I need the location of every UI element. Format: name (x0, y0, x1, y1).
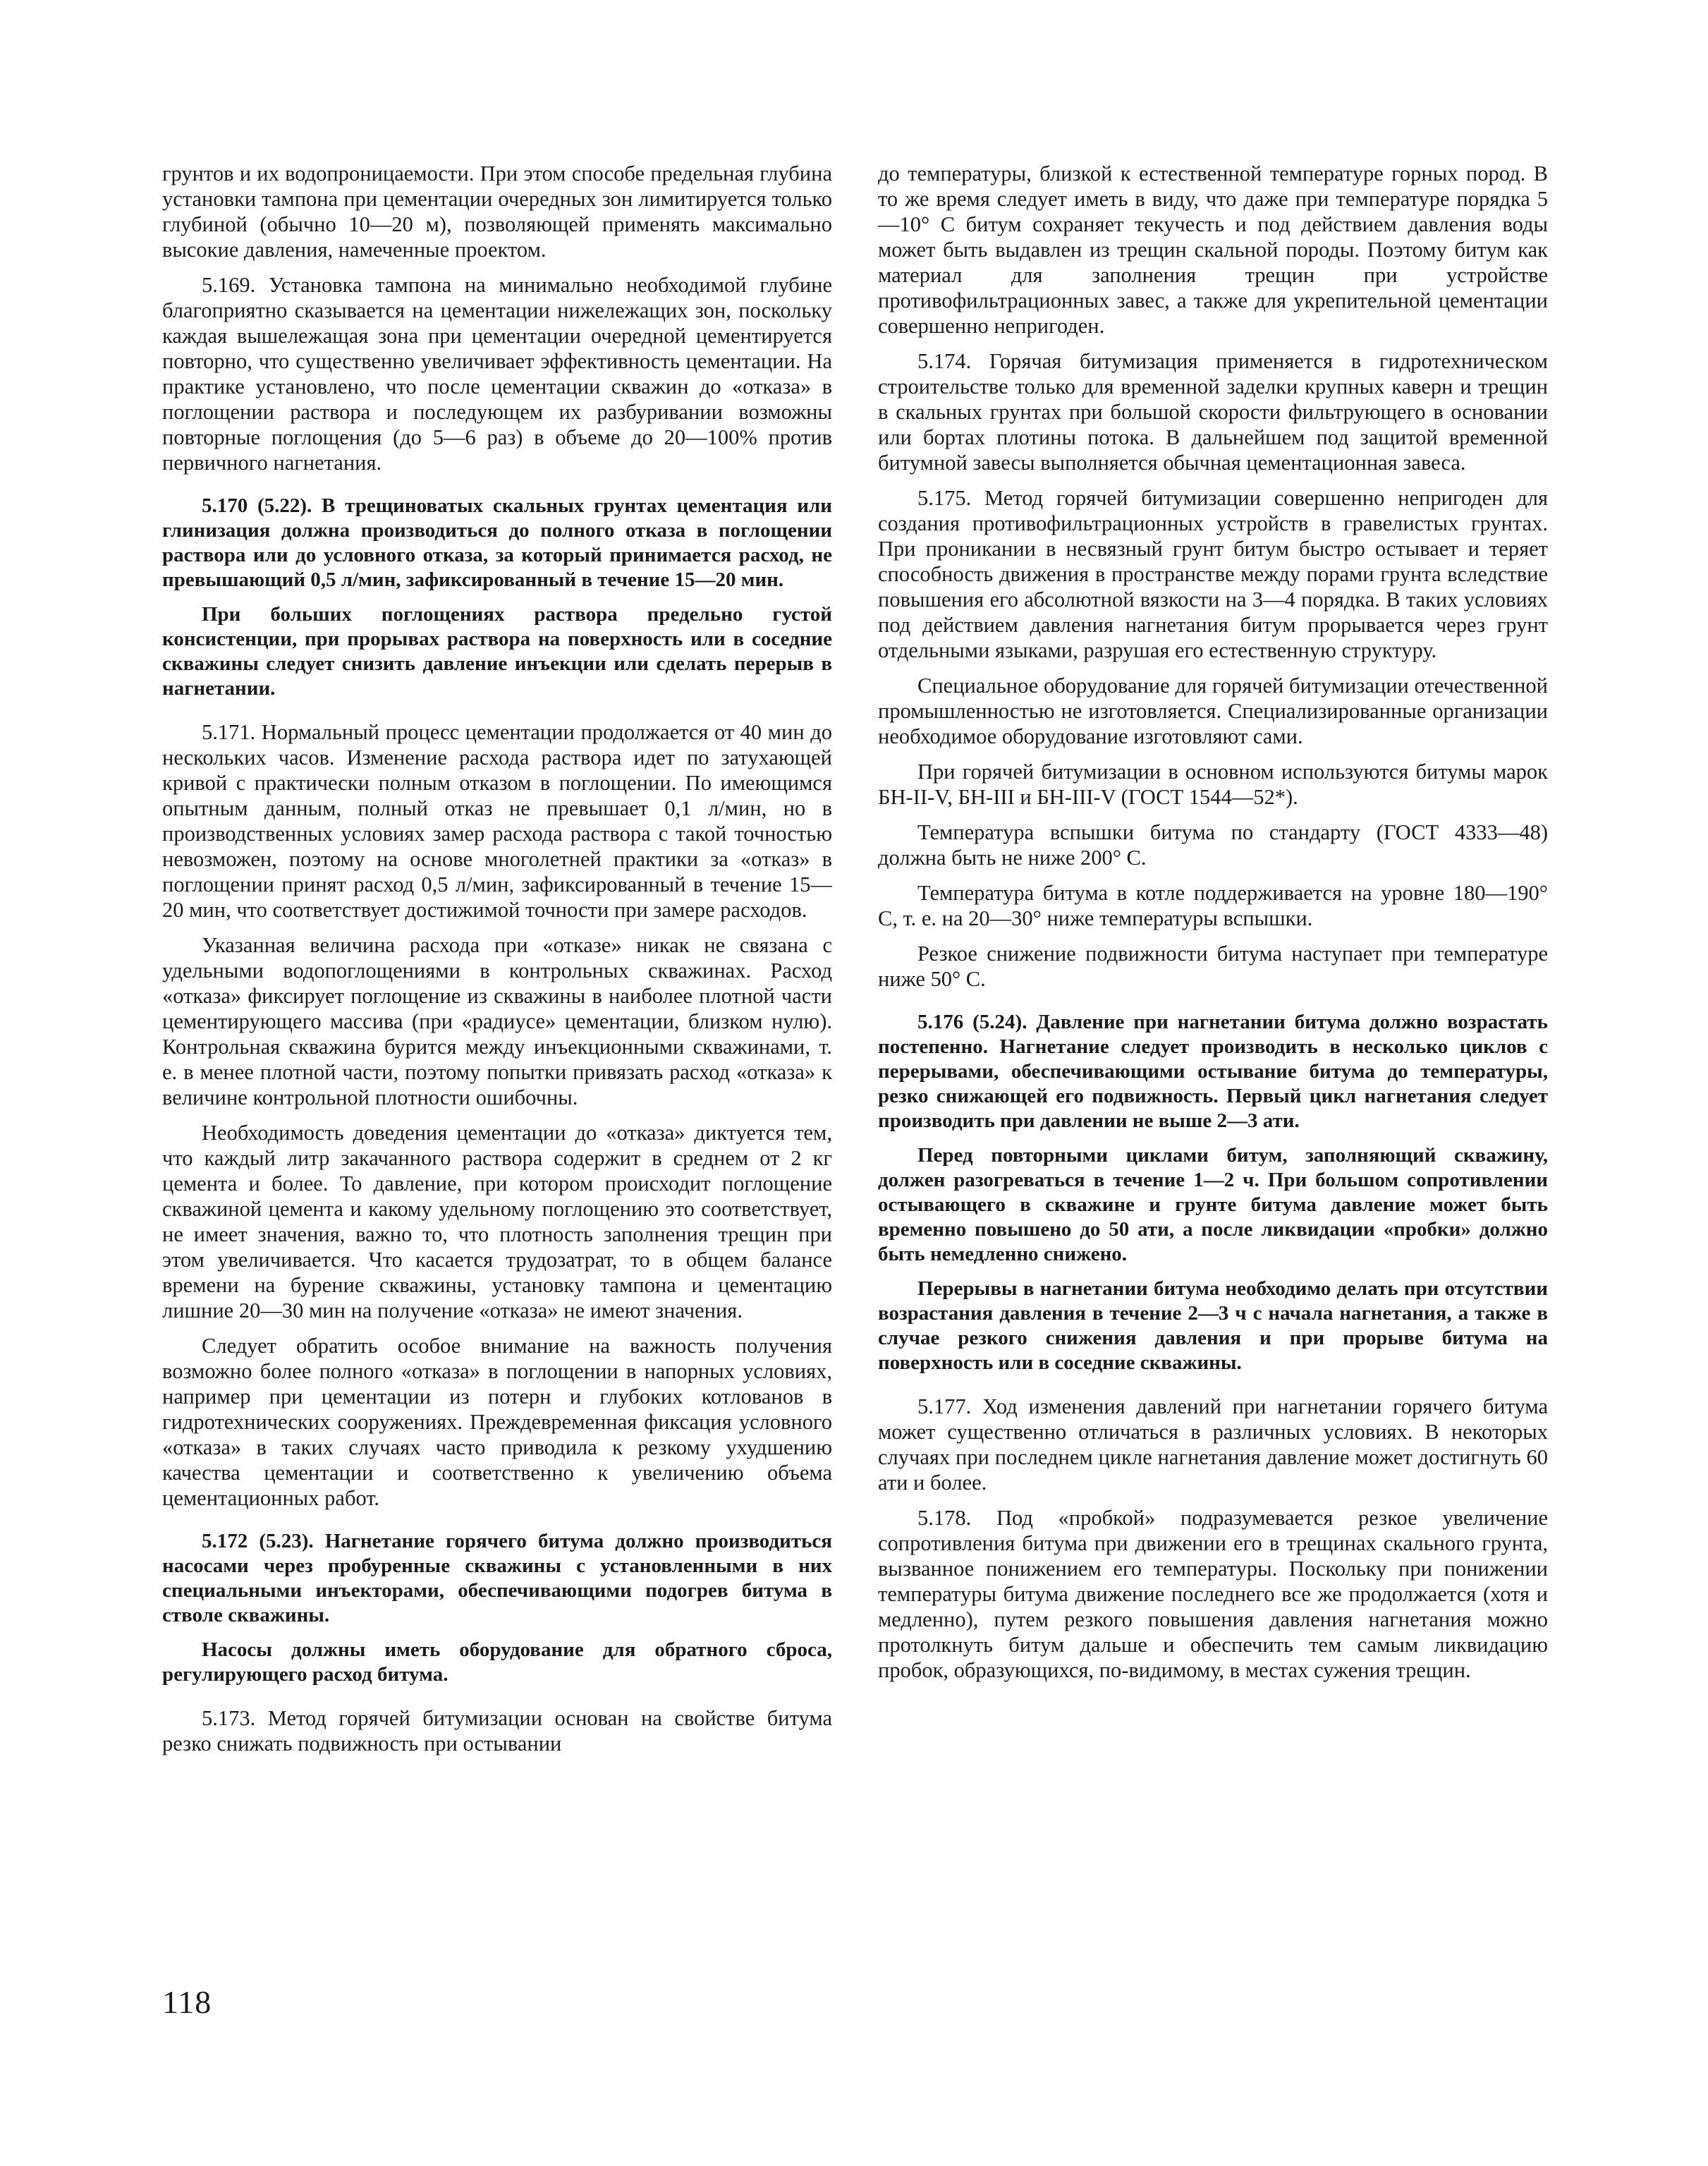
paragraph: 5.173. Метод горячей битумизации основан на свойстве битума резко снижать подвижность при остывании (162, 1706, 832, 1756)
paragraph: 5.174. Горячая битумизация применяется в гидротехническом строительстве только для временной заделки крупных каверн и трещин в скальных грунтах при большой скорости фильтрующего в основании или бортах плотины потока. В дальнейшем под защитой временной битумной завесы выполняется обычная цементационная завеса. (878, 349, 1548, 475)
paragraph: Необходимость доведения цементации до «отказа» диктуется тем, что каждый литр закачанного раствора содержит в среднем от 2 кг цемента и более. То давление, при котором происходит поглощение скважиной цемента и какому удельному поглощению это соответствует, не имеет значения, важно то, что плотность заполнения трещин при этом увеличивается. Что касается трудозатрат, то в общем балансе времени на бурение скважины, установку тампона и цементацию лишние 20—30 мин на получение «отказа» не имеют значения. (162, 1121, 832, 1322)
paragraph: 5.178. Под «пробкой» подразумевается резкое увеличение сопротивления битума при движении его в трещинах скального грунта, вызванное понижением его температуры. Поскольку при понижении температуры битума движение последнего все же продолжается (хотя и медленно), путем резкого повышения давления нагнетания можно протолкнуть битум дальше и обеспечить тем самым ликвидацию пробок, образующихся, по-видимому, в местах сужения трещин. (878, 1506, 1548, 1682)
paragraph: При горячей битумизации в основном используются битумы марок БН-II-V, БН-III и БН-III-V (ГОСТ 1544—52*). (878, 760, 1548, 809)
paragraph: Следует обратить особое внимание на важность получения возможно более полного «отказа» в поглощении в напорных условиях, например при цементации из потерн и глубоких котлованов в гидротехнических сооружениях. Преждевременная фиксация условного «отказа» в таких случаях часто приводила к резкому ухудшению качества цементации и соответственно к увеличению объема цементационных работ. (162, 1334, 832, 1510)
right-column (878, 161, 1548, 1693)
left-column (162, 161, 832, 1766)
paragraph: Насосы должны иметь оборудование для обратного сброса, регулирующего расход битума. (162, 1638, 832, 1686)
paragraph: 5.176 (5.24). Давление при нагнетании битума должно возрастать постепенно. Нагнетание следует производить в несколько циклов с перерывами, обеспечивающими остывание битума до температуры, резко снижающей его подвижность. Первый цикл нагнетания следует производить при давлении не выше 2—3 ати. (878, 1011, 1548, 1132)
paragraph: Специальное оборудование для горячей битумизации отечественной промышленностью не изготовляется. Специализированные организации необходимое оборудование изготовляют сами. (878, 674, 1548, 748)
paragraph: 5.170 (5.22). В трещиноватых скальных грунтах цементация или глинизация должна производиться до полного отказа в поглощении раствора или до условного отказа, за который принимается расход, не превышающий 0,5 л/мин, зафиксированный в течение 15—20 мин. (162, 494, 832, 591)
paragraph: Перерывы в нагнетании битума необходимо делать при отсутствии возрастания давления в течение 2—3 ч с начала нагнетания, а также в случае резкого снижения давления и при прорыве битума на поверхность или в соседние скважины. (878, 1277, 1548, 1374)
paragraph: Температура вспышки битума по стандарту (ГОСТ 4333—48) должна быть не ниже 200° С. (878, 820, 1548, 870)
paragraph: 5.169. Установка тампона на минимально необходимой глубине благоприятно сказывается на цементации нижележащих зон, поскольку каждая вышележащая зона при цементации очередной цементируется повторно, что существенно увеличивает эффективность цементации. На практике установлено, что после цементации скважин до «отказа» в поглощении раствора и последующем их разбуривании возможны повторные поглощения (до 5—6 раз) в объеме до 20—100% против первичного нагнетания. (162, 273, 832, 475)
paragraph: При больших поглощениях раствора предельно густой консистенции, при прорывах раствора на поверхность или в соседние скважины следует снизить давление инъекции или сделать перерыв в нагнетании. (162, 603, 832, 700)
paragraph: 5.175. Метод горячей битумизации совершенно непригоден для создания противофильтрационных устройств в гравелистых грунтах. При проникании в несвязный грунт битум быстро остывает и теряет способность движения в пространстве между порами грунта вследствие повышения его абсолютной вязкости на 3—4 порядка. В таких условиях под действием давления нагнетания битум прорывается через грунт отдельными языками, разрушая его естественную структуру. (878, 486, 1548, 662)
paragraph: 5.171. Нормальный процесс цементации продолжается от 40 мин до нескольких часов. Изменение расхода раствора идет по затухающей кривой с практически полным отказом в поглощении. По имеющимся опытным данным, полный отказ не превышает 0,1 л/мин, но в производственных условиях замер расхода раствора с такой точностью невозможен, поэтому на основе многолетней практики за «отказ» в поглощении принят расход 0,5 л/мин, зафиксированный в течение 15—20 мин, что соответствует достижимой точности при замере расходов. (162, 720, 832, 922)
paragraph: Указанная величина расхода при «отказе» никак не связана с удельными водопоглощениями в контрольных скважинах. Расход «отказа» фиксирует поглощение из скважины в наиболее плотной части цементирующего массива (при «радиусе» цементации, близком нулю). Контрольная скважина бурится между инъекционными скважинами, т. е. в менее плотной части, поэтому попытки привязать расход «отказа» к величине контрольной плотности ошибочны. (162, 933, 832, 1109)
paragraph: грунтов и их водопроницаемости. При этом способе предельная глубина установки тампона при цементации очередных зон лимитируется только глубиной (обычно 10—20 м), позволяющей применять максимально высокие давления, намеченные проектом. (162, 162, 832, 262)
paragraph: Температура битума в котле поддерживается на уровне 180—190° С, т. е. на 20—30° ниже температуры вспышки. (878, 881, 1548, 930)
paragraph: до температуры, близкой к естественной температуре горных пород. В то же время следует иметь в виду, что даже при температуре порядка 5—10° С битум сохраняет текучесть и под действием давления воды может быть выдавлен из трещин скальной породы. Поэтому битум как материал для заполнения трещин при устройстве противофильтрационных завес, а также для укрепительной цементации совершенно непригоден. (878, 162, 1548, 338)
paragraph: Перед повторными циклами битум, заполняющий скважину, должен разогреваться в течение 1—2 ч. При большом сопротивлении остывающего в скважине и грунте битума давление может быть временно повышено до 50 ати, а после ликвидации «пробки» должно быть немедленно снижено. (878, 1144, 1548, 1265)
paragraph: 5.172 (5.23). Нагнетание горячего битума должно производиться насосами через пробуренные скважины с установленными в них специальными инъекторами, обеспечивающими подогрев битума в стволе скважины. (162, 1530, 832, 1626)
page-number: 118 (162, 1984, 212, 2020)
paragraph: 5.177. Ход изменения давлений при нагнетании горячего битума может существенно отличаться в различных условиях. В некоторых случаях при последнем цикле нагнетания давление может достигнуть 60 ати и более. (878, 1394, 1548, 1495)
paragraph: Резкое снижение подвижности битума наступает при температуре ниже 50° С. (878, 942, 1548, 991)
